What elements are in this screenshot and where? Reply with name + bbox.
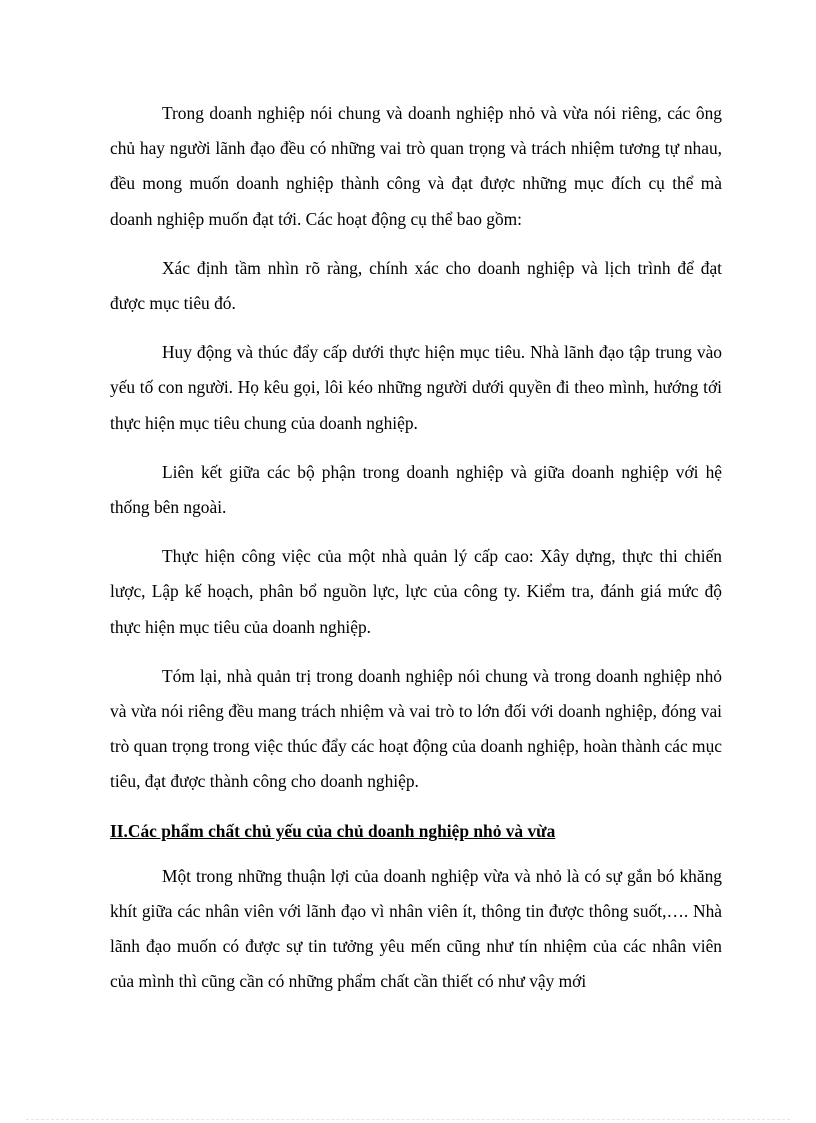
page-bottom-edge: [26, 1119, 790, 1120]
section-heading: II.Các phẩm chất chủ yếu của chủ doanh nghiệp nhỏ và vừa: [110, 820, 556, 841]
paragraph-senior-manager-tasks: Thực hiện công việc của một nhà quản lý cấp cao: Xây dựng, thực thi chiến lược, Lập kế hoạch, phân bổ nguồn lực, lực của công ty. Kiểm tra, đánh giá mức độ thực hiện mục tiêu của doanh nghiệp.: [110, 546, 722, 637]
paragraph-business-owner-roles: Trong doanh nghiệp nói chung và doanh nghiệp nhỏ và vừa nói riêng, các ông chủ hay người lãnh đạo đều có những vai trò quan trọng và trách nhiệm tương tự nhau, đều mong muốn doanh nghiệp thành công và đạt được những mục đích cụ thể mà doanh nghiệp muốn đạt tới. Các hoạt động cụ thể bao gồm:: [110, 103, 722, 229]
paragraph-summary: Tóm lại, nhà quản trị trong doanh nghiệp nói chung và trong doanh nghiệp nhỏ và vừa nói riêng đều mang trách nhiệm và vai trò to lớn đối với doanh nghiệp, đóng vai trò quan trọng trong việc thúc đẩy các hoạt động của doanh nghiệp, hoàn thành các mục tiêu, đạt được thành công cho doanh nghiệp.: [110, 665, 722, 792]
document-page: [110, 96, 722, 1014]
paragraph-mobilize-subordinates: Huy động và thúc đẩy cấp dưới thực hiện mục tiêu. Nhà lãnh đạo tập trung vào yếu tố con người. Họ kêu gọi, lôi kéo những người dưới quyền đi theo mình, hướng tới thực hiện mục tiêu chung của doanh nghiệp.: [110, 342, 722, 433]
paragraph-advantages: Một trong những thuận lợi của doanh nghiệp vừa và nhỏ là có sự gắn bó khăng khít giữa các nhân viên với lãnh đạo vì nhân viên ít, thông tin được thông suốt,…. Nhà lãnh đạo muốn có được sự tin tưởng yêu mến cũng như tín nhiệm của các nhân viên của mình thì cũng cần có những phẩm chất cần thiết có như vậy mới: [110, 865, 722, 992]
paragraph-link-departments: Liên kết giữa các bộ phận trong doanh nghiệp và giữa doanh nghiệp với hệ thống bên ngoài.: [110, 461, 722, 518]
paragraph-define-vision: Xác định tầm nhìn rõ ràng, chính xác cho doanh nghiệp và lịch trình để đạt được mục tiêu đó.: [110, 257, 722, 314]
